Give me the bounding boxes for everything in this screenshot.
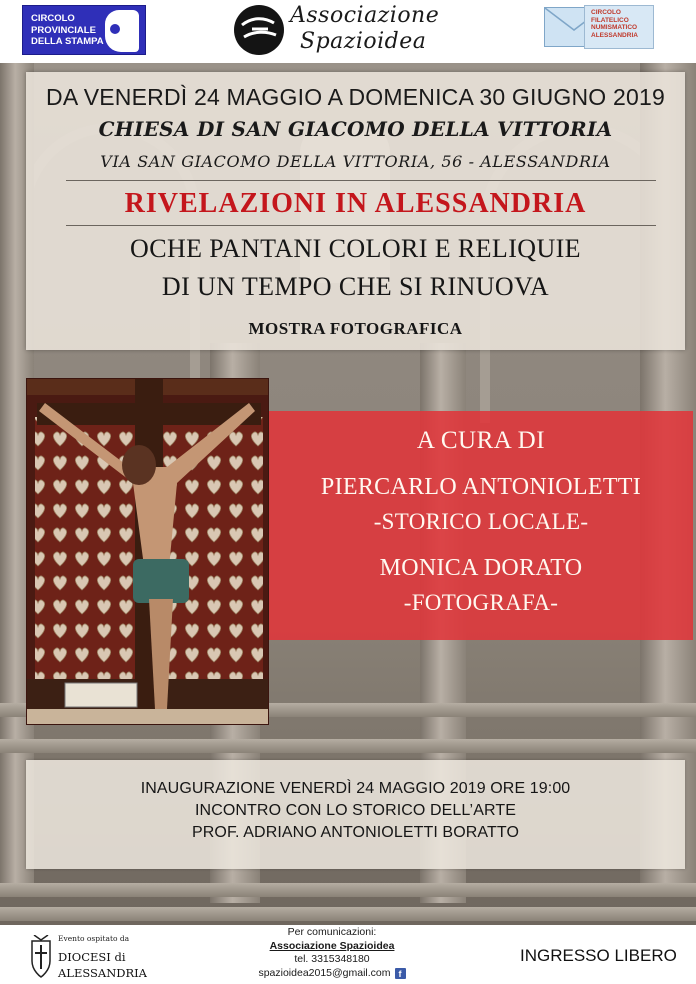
exhibition-title: RIVELAZIONI IN ALESSANDRIA — [124, 188, 587, 219]
logo-bar — [0, 0, 696, 63]
contacts-email: spazioidea2015@gmail.com — [258, 966, 391, 979]
spazioidea-mark-icon — [234, 5, 284, 55]
footer — [0, 925, 696, 984]
opening-event-panel — [26, 760, 685, 869]
head-profile-icon — [105, 10, 139, 52]
contacts-block — [232, 926, 432, 980]
facebook-icon: f — [395, 968, 406, 979]
spazioidea-name-line2: Spazioidea — [300, 29, 427, 54]
curators-panel — [269, 411, 693, 640]
exhibition-venue: CHIESA DI SAN GIACOMO DELLA VITTORIA — [98, 117, 613, 141]
free-entry-label: INGRESSO LIBERO — [520, 946, 677, 965]
crucifix-photo — [26, 378, 269, 725]
circolo-filatelico-logo — [544, 5, 674, 51]
diocesi-name-line1: DIOCESI di — [58, 950, 126, 964]
divider — [66, 180, 656, 181]
curator2-role: -FOTOGRAFA- — [403, 590, 559, 615]
circolo-filatelico-card — [584, 5, 654, 49]
spazioidea-name-line1: Associazione — [290, 3, 440, 28]
opening-meeting: INCONTRO CON LO STORICO DELL’ARTE — [195, 802, 516, 819]
circolo-filatelico-text: CIRCOLO FILATELICO NUMISMATICO ALESSANDRIA — [591, 9, 638, 39]
contacts-email-row — [258, 967, 405, 981]
exhibition-subtitle-line1: OCHE PANTANI COLORI E RELIQUIE — [130, 234, 581, 263]
exhibition-address: VIA SAN GIACOMO DELLA VITTORIA, 56 - ALESSANDRIA — [100, 152, 611, 171]
diocesi-name-line2: ALESSANDRIA — [58, 966, 147, 980]
curators-intro: A CURA DI — [416, 427, 546, 454]
diocesi-host-label: Evento ospitato da — [58, 934, 130, 943]
spazioidea-logo — [234, 3, 444, 57]
circolo-stampa-logo — [22, 5, 146, 55]
circolo-stampa-text: CIRCOLO PROVINCIALE DELLA STAMPA — [31, 13, 104, 47]
curator1-name: PIERCARLO ANTONIOLETTI — [320, 474, 642, 500]
exhibition-subtitle-line2: DI UN TEMPO CHE SI RINUOVA — [161, 272, 550, 301]
diocesi-crest-icon — [28, 935, 54, 979]
curator2-name: MONICA DORATO — [379, 555, 583, 581]
exhibition-dates: DA VENERDÌ 24 MAGGIO A DOMENICA 30 GIUGNO 2019 — [46, 84, 665, 110]
divider — [66, 225, 656, 226]
exhibition-type: MOSTRA FOTOGRAFICA — [248, 319, 463, 338]
curator1-role: -STORICO LOCALE- — [373, 509, 589, 534]
contacts-organization: Associazione Spazioidea — [269, 939, 395, 952]
opening-date-time: INAUGURAZIONE VENERDÌ 24 MAGGIO 2019 ORE 19:00 — [140, 780, 571, 797]
contacts-phone: tel. 3315348180 — [294, 953, 370, 965]
opening-speaker: PROF. ADRIANO ANTONIOLETTI BORATTO — [191, 824, 519, 841]
exhibition-info-panel — [26, 72, 685, 350]
contacts-label: Per comunicazioni: — [287, 926, 377, 938]
diocesi-logo — [28, 933, 147, 981]
